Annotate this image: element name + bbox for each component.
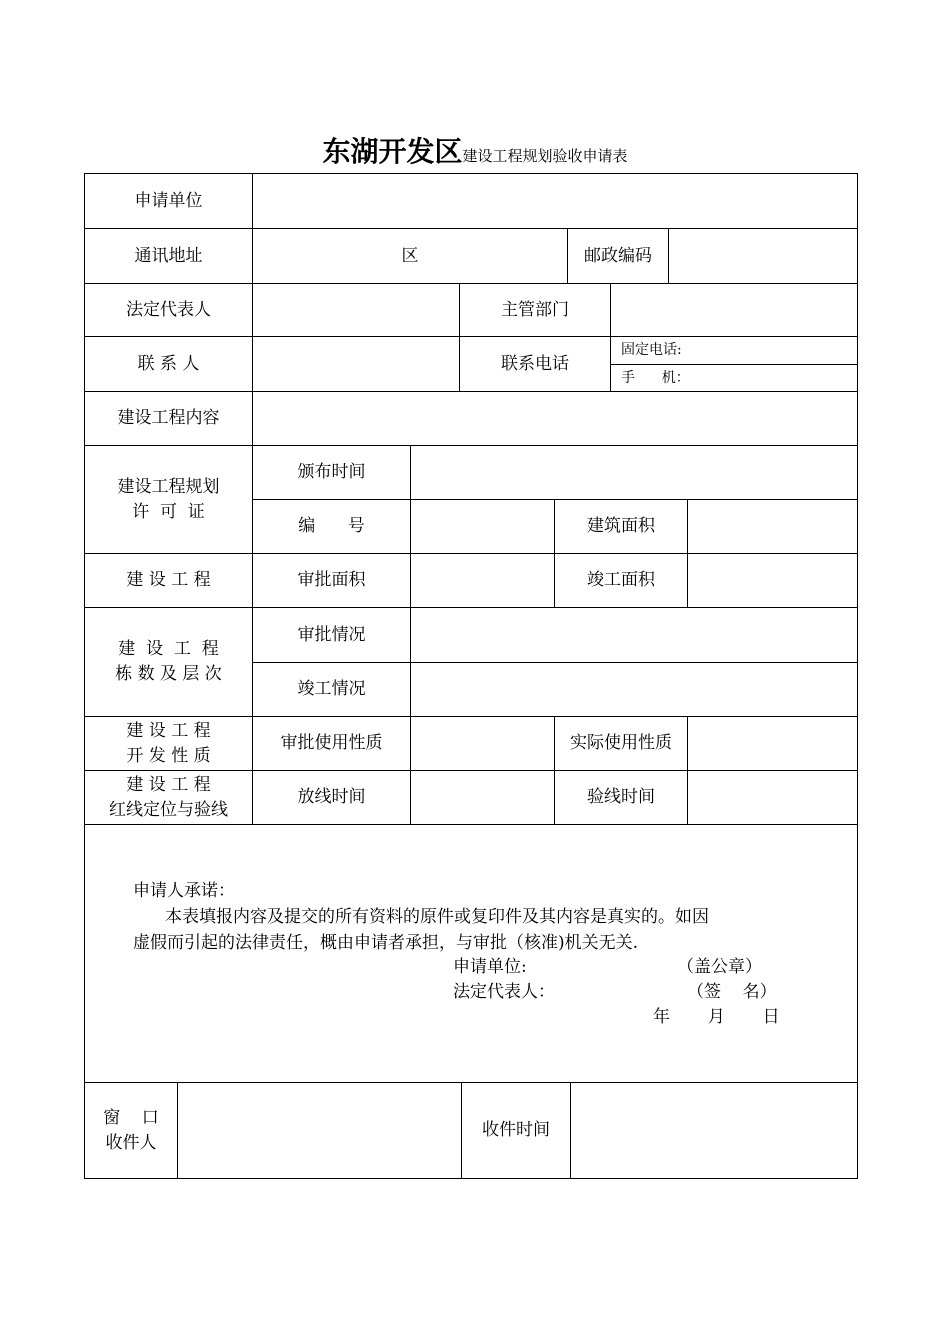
building-area-label: 建筑面积 xyxy=(554,499,688,554)
address-field[interactable]: 区 xyxy=(252,228,568,284)
fixed-phone-field[interactable]: 固定电话: xyxy=(610,336,858,365)
dept-field[interactable] xyxy=(610,283,858,337)
declaration-rep-label: 法定代表人： xyxy=(453,982,555,1002)
phone-label: 联系电话 xyxy=(459,336,611,392)
mobile-field[interactable]: 手 机： xyxy=(610,364,858,392)
completed-area-field[interactable] xyxy=(687,553,858,608)
completion-status-field[interactable] xyxy=(410,662,858,717)
approved-use-label: 审批使用性质 xyxy=(252,716,411,771)
approval-status-label: 审批情况 xyxy=(252,607,411,663)
declaration-date: 年 月 日 xyxy=(653,1007,780,1027)
legal-rep-label: 法定代表人 xyxy=(84,283,253,337)
approval-status-field[interactable] xyxy=(410,607,858,663)
approved-use-field[interactable] xyxy=(410,716,555,771)
receiver-label: 窗 口 收件人 xyxy=(84,1082,178,1179)
check-time-field[interactable] xyxy=(687,770,858,825)
declaration-box xyxy=(84,824,858,1083)
check-time-label: 验线时间 xyxy=(554,770,688,825)
building-area-field[interactable] xyxy=(687,499,858,554)
contact-label: 联 系 人 xyxy=(84,336,253,392)
declaration-unit-label: 申请单位: xyxy=(453,957,527,977)
completed-area-label: 竣工面积 xyxy=(554,553,688,608)
approved-area-label: 审批面积 xyxy=(252,553,411,608)
number-field[interactable] xyxy=(410,499,555,554)
declaration-heading: 申请人承诺： xyxy=(133,881,235,901)
permit-label: 建设工程规划 许 可 证 xyxy=(84,445,253,554)
content-field[interactable] xyxy=(252,391,858,446)
postcode-field[interactable] xyxy=(668,228,858,284)
issue-time-label: 颁布时间 xyxy=(252,445,411,500)
receive-time-field[interactable] xyxy=(570,1082,858,1179)
approved-area-field[interactable] xyxy=(410,553,555,608)
content-label: 建设工程内容 xyxy=(84,391,253,446)
form-title-sub: 建设工程规划验收申请表 xyxy=(462,147,628,165)
dept-label: 主管部门 xyxy=(459,283,611,337)
number-label: 编 号 xyxy=(252,499,411,554)
postcode-label: 邮政编码 xyxy=(567,228,669,284)
declaration-line-2: 虚假而引起的法律责任，概由申请者承担，与审批（核准)机关无关. xyxy=(133,933,639,953)
contact-field[interactable] xyxy=(252,336,460,392)
setout-time-field[interactable] xyxy=(410,770,555,825)
actual-use-field[interactable] xyxy=(687,716,858,771)
dev-nature-label: 建 设 工 程 开 发 性 质 xyxy=(84,716,253,771)
legal-rep-field[interactable] xyxy=(252,283,460,337)
actual-use-label: 实际使用性质 xyxy=(554,716,688,771)
project-label: 建 设 工 程 xyxy=(84,553,253,608)
receiver-field[interactable] xyxy=(177,1082,462,1179)
redline-label: 建 设 工 程 红线定位与验线 xyxy=(84,770,253,825)
applicant-unit-field[interactable] xyxy=(252,173,858,229)
address-label: 通讯地址 xyxy=(84,228,253,284)
declaration-line-1: 本表填报内容及提交的所有资料的原件或复印件及其内容是真实的。如因 xyxy=(165,907,709,927)
floors-label: 建 设 工 程 栋 数 及 层 次 xyxy=(84,607,253,717)
form-title-main: 东湖开发区 xyxy=(322,135,463,168)
declaration-seal: （盖公章） xyxy=(677,957,762,977)
declaration-sign: （签 名） xyxy=(687,982,777,1002)
completion-status-label: 竣工情况 xyxy=(252,662,411,717)
receive-time-label: 收件时间 xyxy=(461,1082,571,1179)
applicant-unit-label: 申请单位 xyxy=(84,173,253,229)
form-title xyxy=(0,130,950,170)
issue-time-field[interactable] xyxy=(410,445,858,500)
setout-time-label: 放线时间 xyxy=(252,770,411,825)
